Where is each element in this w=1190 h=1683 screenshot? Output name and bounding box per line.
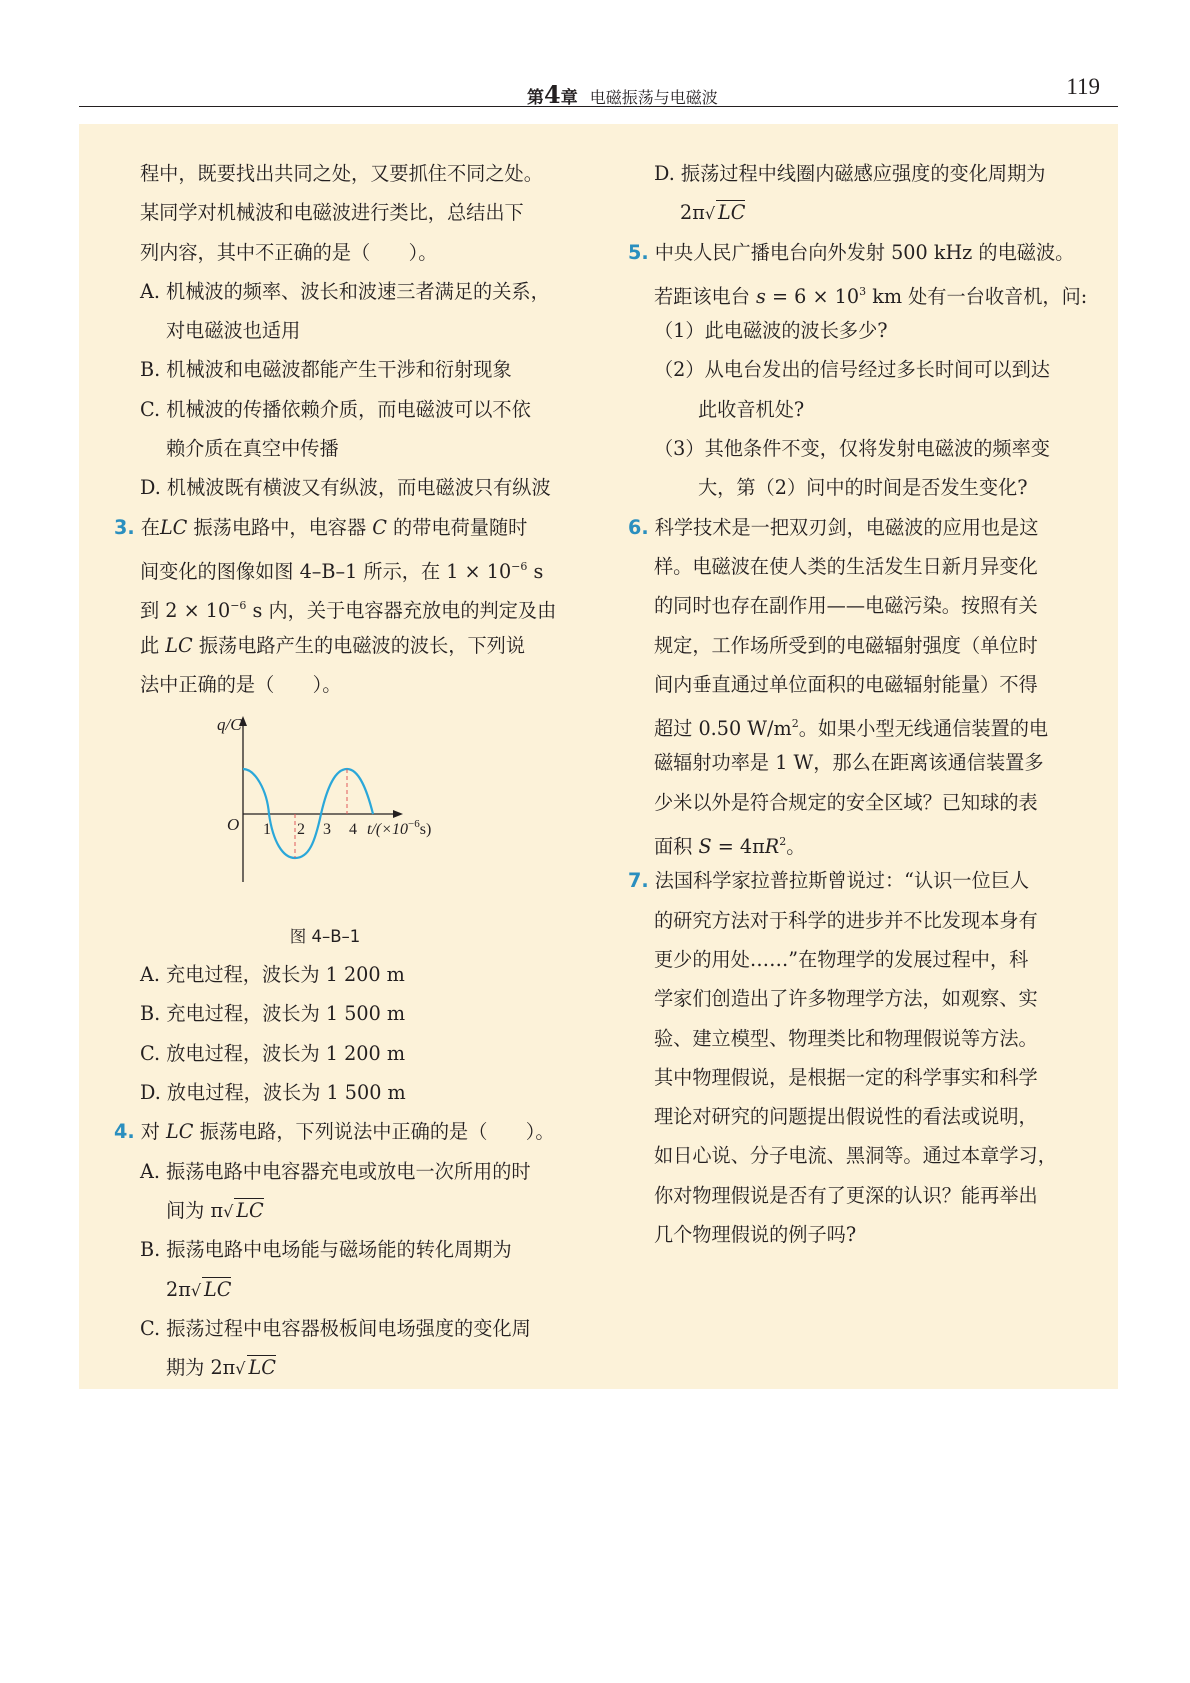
q3-stem-line xyxy=(114,508,570,547)
q3-exponent: −6 xyxy=(511,559,528,573)
q6-r: R xyxy=(764,835,780,859)
q7-line xyxy=(628,861,1084,900)
figure-4-b-1 xyxy=(140,704,570,919)
q5-text: 中央人民广播电台向外发射 500 kHz 的电磁波。 xyxy=(654,240,1075,264)
q5-part-2-cont: 此收音机处? xyxy=(698,397,805,421)
q6-text: 。 xyxy=(786,835,806,859)
q7-line: 的研究方法对于科学的进步并不比发现本身有 xyxy=(654,908,1038,932)
q3-option: D. 放电过程，波长为 1 500 m xyxy=(140,1081,406,1105)
q5-exponent: 3 xyxy=(859,284,867,298)
q4-lc: LC xyxy=(718,201,746,225)
q4-option-a: A. 振荡电路中电容器充电或放电一次所用的时 xyxy=(140,1159,531,1183)
q3-text: s xyxy=(527,559,544,583)
q3-text: 到 2 × 10 xyxy=(140,599,231,623)
q4-option-c-cont xyxy=(140,1348,570,1387)
q5-part-1: （1）此电磁波的波长多少? xyxy=(654,319,888,343)
q3-stem-line: 法中正确的是（ ）。 xyxy=(140,672,342,696)
q6-exponent: 2 xyxy=(791,717,799,731)
page-header xyxy=(79,68,1118,107)
q6-line xyxy=(628,508,1084,547)
q2-option-c: C. 机械波的传播依赖介质，而电磁波可以不依 xyxy=(140,397,531,421)
q2-option-d: D. 机械波既有横波又有纵波，而电磁波只有纵波 xyxy=(140,476,551,500)
sqrt-symbol: √ xyxy=(235,1359,246,1379)
left-column xyxy=(114,154,570,1387)
q4-text: 对 xyxy=(140,1120,167,1144)
q3-text: 此 xyxy=(140,633,166,657)
y-axis-label: q/C xyxy=(217,715,242,735)
sqrt-symbol: √ xyxy=(190,1280,202,1300)
tick-label: 4 xyxy=(349,821,357,839)
q6-line: 规定，工作场所受到的电磁辐射强度（单位时 xyxy=(654,633,1038,657)
q2-option-a-cont: 对电磁波也适用 xyxy=(166,319,301,343)
q5-text: 若距该电台 xyxy=(654,284,757,308)
q3-number: 3. xyxy=(114,515,135,539)
q3-stem-line xyxy=(140,547,570,586)
q4-option-a-cont xyxy=(140,1191,570,1230)
q7-line: 你对物理假说是否有了更深的认识？能再举出 xyxy=(654,1183,1038,1207)
q5-text: km 处有一台收音机，问: xyxy=(866,284,1088,308)
q4-option-b: B. 振荡电路中电场能与磁场能的转化周期为 xyxy=(140,1238,512,1262)
q4-option-b-cont xyxy=(140,1270,570,1309)
sqrt-symbol: √ xyxy=(704,204,716,224)
q4-option-d: D. 振荡过程中线圈内磁感应强度的变化周期为 xyxy=(654,162,1046,185)
q3-text: 的带电荷量随时 xyxy=(386,515,528,539)
chapter-title: 电磁振荡与电磁波 xyxy=(589,88,718,107)
q7-line: 更少的用处……”在物理学的发展过程中，科 xyxy=(654,947,1029,971)
q6-number: 6. xyxy=(628,515,649,539)
q7-line: 其中物理假说，是根据一定的科学事实和科学 xyxy=(654,1065,1038,1089)
q4-stem xyxy=(114,1112,570,1151)
q2-stem-line: 程中，既要找出共同之处，又要抓住不同之处。 xyxy=(140,162,543,185)
q6-s: S xyxy=(698,835,712,859)
q6-line: 样。电磁波在使人类的生活发生日新月异变化 xyxy=(654,554,1038,578)
chapter-suffix: 章 xyxy=(560,88,578,108)
q7-line: 验、建立模型、物理类比和物理假说等方法。 xyxy=(654,1026,1038,1050)
q6-line: 少米以外是符合规定的安全区域？已知球的表 xyxy=(654,790,1038,814)
q5-part-3-cont: 大，第（2）问中的时间是否发生变化? xyxy=(698,476,1028,500)
q3-option: B. 充电过程，波长为 1 500 m xyxy=(140,1002,406,1026)
chapter-number: 4 xyxy=(544,80,561,109)
right-column xyxy=(628,154,1088,1254)
q5-part-3: （3）其他条件不变，仅将发射电磁波的频率变 xyxy=(654,437,1050,461)
x-axis-arrow xyxy=(393,810,403,818)
x-axis-label xyxy=(367,818,431,838)
q6-line xyxy=(654,822,1084,861)
q7-text: 法国科学家拉普拉斯曾说过：“认识一位巨人 xyxy=(654,869,1030,893)
q3-text: 振荡电路产生的电磁波的波长，下列说 xyxy=(192,633,526,657)
q7-line: 如日心说、分子电流、黑洞等。通过本章学习， xyxy=(654,1144,1057,1168)
q4-text: 振荡电路，下列说法中正确的是（ ）。 xyxy=(193,1120,555,1144)
q6-line: 磁辐射功率是 1 W，那么在距离该通信装置多 xyxy=(654,751,1044,775)
q5-part-2: （2）从电台发出的信号经过多长时间可以到达 xyxy=(654,358,1050,382)
q6-line: 间内垂直通过单位面积的电磁辐射能量）不得 xyxy=(654,672,1038,696)
q6-text: 面积 xyxy=(654,835,699,859)
q3-exponent: −6 xyxy=(230,599,247,613)
exercise-panel xyxy=(79,124,1118,1389)
sqrt-symbol: √ xyxy=(223,1201,234,1221)
q4-option-c: C. 振荡过程中电容器极板间电场强度的变化周 xyxy=(140,1316,531,1340)
q4-lc: LC xyxy=(166,1120,194,1144)
q6-line xyxy=(654,704,1084,743)
q4-text: 2π xyxy=(166,1277,191,1301)
q3-stem-line xyxy=(140,586,570,625)
q2-option-c-cont: 赖介质在真空中传播 xyxy=(166,437,339,461)
q6-exponent: 2 xyxy=(779,835,787,849)
q3-lc: LC xyxy=(165,633,193,657)
q-t-graph xyxy=(215,704,475,914)
q5-text: = 6 × 10 xyxy=(765,284,860,308)
x-axis-label-text: t/(×10 xyxy=(367,821,409,839)
q5-s: s xyxy=(756,284,766,308)
q7-line: 几个物理假说的例子吗? xyxy=(654,1223,857,1247)
chapter-prefix: 第 xyxy=(527,88,544,108)
q3-option: C. 放电过程，波长为 1 200 m xyxy=(140,1041,406,1065)
q3-stem-line xyxy=(140,626,570,665)
q7-line: 理论对研究的问题提出假说性的看法或说明， xyxy=(654,1105,1038,1129)
q6-text: 超过 0.50 W/m xyxy=(654,717,792,741)
q6-text: 。如果小型无线通信装置的电 xyxy=(798,717,1049,741)
q2-stem-line: 某同学对机械波和电磁波进行类比，总结出下 xyxy=(140,201,524,225)
q5-number: 5. xyxy=(628,240,649,264)
x-axis-label-exponent: −6 xyxy=(408,818,420,831)
q7-line: 学家们创造出了许多物理学方法，如观察、实 xyxy=(654,987,1038,1011)
q3-text: 在 xyxy=(140,515,160,539)
x-axis-label-unit: s) xyxy=(419,821,432,839)
q3-option: A. 充电过程，波长为 1 200 m xyxy=(140,963,405,987)
figure-caption: 图 4–B–1 xyxy=(289,927,361,947)
q3-text: 间变化的图像如图 4–B–1 所示，在 1 × 10 xyxy=(140,559,512,583)
q3-text: s 内，关于电容器充放电的判定及由 xyxy=(246,599,557,623)
q2-option-a: A. 机械波的频率、波长和波速三者满足的关系， xyxy=(140,279,550,303)
q7-number: 7. xyxy=(628,869,649,893)
q2-stem-line: 列内容，其中不正确的是（ ）。 xyxy=(140,240,438,264)
q5-stem xyxy=(654,272,1088,311)
q4-lc: LC xyxy=(204,1277,232,1301)
origin-label: O xyxy=(227,815,240,835)
tick-label: 3 xyxy=(323,821,331,839)
q3-lc: LC xyxy=(159,515,188,539)
q4-lc: LC xyxy=(236,1198,264,1222)
q6-text: = 4π xyxy=(711,835,765,859)
q6-line: 的同时也存在副作用——电磁污染。按照有关 xyxy=(654,594,1038,618)
q4-text: 2π xyxy=(680,201,705,225)
tick-label: 1 xyxy=(263,821,271,839)
q4-number: 4. xyxy=(114,1120,135,1144)
q4-text: 间为 π xyxy=(166,1198,224,1222)
q5-stem xyxy=(628,233,1084,272)
tick-label: 2 xyxy=(297,821,305,839)
q2-option-b: B. 机械波和电磁波都能产生干涉和衍射现象 xyxy=(140,358,512,382)
q6-text: 科学技术是一把双刃剑，电磁波的应用也是这 xyxy=(654,515,1039,539)
q4-option-d-cont xyxy=(654,193,1084,232)
q4-text: 期为 2π xyxy=(166,1356,236,1380)
q3-text: 振荡电路中，电容器 xyxy=(187,515,373,539)
q4-lc: LC xyxy=(248,1356,276,1380)
page-number: 119 xyxy=(1066,74,1100,99)
chapter-heading xyxy=(527,80,718,109)
q3-c: C xyxy=(372,515,387,539)
